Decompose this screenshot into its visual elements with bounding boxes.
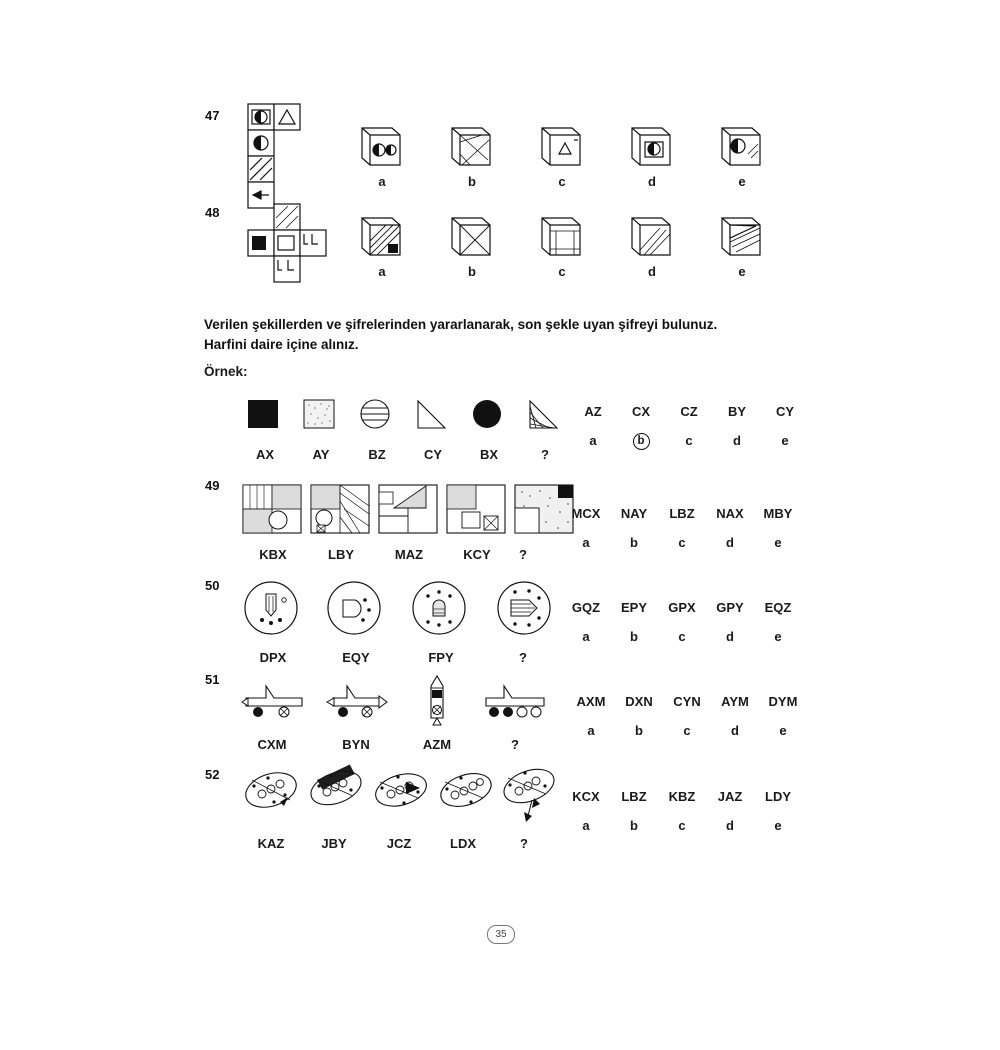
q50-answer-letter-d[interactable]: d: [726, 629, 734, 644]
q48-option-label-b: b: [468, 264, 476, 279]
q49-shape-2: [310, 484, 372, 536]
q47-option-a-shape: [358, 124, 404, 170]
q49-answer-code-c: LBZ: [669, 506, 695, 521]
question-number-47: 47: [205, 108, 220, 123]
q47-option-label-e: e: [738, 174, 746, 189]
example-code-1: AX: [255, 447, 275, 462]
q50-answer-letter-b[interactable]: b: [630, 629, 638, 644]
q50-code-3: FPY: [428, 650, 454, 665]
example-code-2: AY: [312, 447, 330, 462]
q50-shape-3: [410, 580, 472, 636]
example-code-4: CY: [423, 447, 443, 462]
q51-code-1: CXM: [257, 737, 287, 752]
q51-code-2: BYN: [342, 737, 370, 752]
q50-answer-code-c: GPX: [668, 600, 696, 615]
q51-answer-code-a: AXM: [576, 694, 606, 709]
q51-shape-4: [478, 678, 558, 726]
q52-answer-letter-d[interactable]: d: [726, 818, 734, 833]
q51-answer-code-c: CYN: [673, 694, 701, 709]
question-number-52: 52: [205, 767, 220, 782]
q50-code-1: DPX: [259, 650, 287, 665]
example-shape-5-filled-circle: [470, 398, 508, 432]
q51-answer-letter-c[interactable]: c: [683, 723, 691, 738]
example-label: Örnek:: [204, 364, 248, 379]
q48-option-label-c: c: [558, 264, 566, 279]
q47-option-label-c: c: [558, 174, 566, 189]
q48-option-label-a: a: [378, 264, 386, 279]
q51-answer-code-d: AYM: [721, 694, 749, 709]
q52-code-4: LDX: [450, 836, 476, 851]
example-shape-3-striped-circle: [358, 398, 396, 432]
q52-answer-letter-b[interactable]: b: [630, 818, 638, 833]
q49-answer-letter-c[interactable]: c: [678, 535, 686, 550]
example-code-3: BZ: [368, 447, 386, 462]
q48-option-c-shape: [538, 214, 584, 260]
q47-option-d-shape: [628, 124, 674, 170]
q52-code-5-question: ?: [520, 836, 528, 851]
q52-shape-5: [498, 760, 560, 828]
example-answer-letter-d[interactable]: d: [733, 433, 741, 448]
q49-answer-letter-e[interactable]: e: [774, 535, 782, 550]
q52-code-1: KAZ: [257, 836, 285, 851]
q52-code-3: JCZ: [386, 836, 412, 851]
page-number: 35: [487, 925, 515, 944]
example-answer-code-b: CX: [631, 404, 651, 419]
q50-shape-4: [495, 580, 557, 636]
example-answer-letter-e[interactable]: e: [781, 433, 789, 448]
question-number-50: 50: [205, 578, 220, 593]
q51-shape-1: [240, 678, 310, 726]
q50-code-4-question: ?: [519, 650, 527, 665]
q48-option-b-shape: [448, 214, 494, 260]
example-answer-letter-c[interactable]: c: [685, 433, 693, 448]
question-number-51: 51: [205, 672, 220, 687]
q49-shape-3: [378, 484, 440, 536]
q51-answer-letter-a[interactable]: a: [587, 723, 595, 738]
q51-shape-3: [415, 668, 459, 732]
q50-shape-2: [325, 580, 387, 636]
q47-option-c-shape: [538, 124, 584, 170]
q51-answer-code-b: DXN: [625, 694, 653, 709]
q49-answer-code-b: NAY: [620, 506, 648, 521]
q49-code-4: KCY: [463, 547, 491, 562]
q48-option-e-shape: [718, 214, 764, 260]
q50-answer-letter-e[interactable]: e: [774, 629, 782, 644]
instruction-line-2: Harfini daire içine alınız.: [204, 336, 359, 352]
q50-answer-code-b: EPY: [620, 600, 647, 615]
question-number-49: 49: [205, 478, 220, 493]
q49-answer-code-d: NAX: [716, 506, 744, 521]
q50-answer-letter-a[interactable]: a: [582, 629, 590, 644]
instruction-line-1: Verilen şekillerden ve şifrelerinden yararlanarak, son şekle uyan şifreyi bulunuz.: [204, 317, 718, 332]
example-answer-letter-a[interactable]: a: [589, 433, 597, 448]
q51-shape-2: [325, 678, 395, 726]
q50-answer-code-a: GQZ: [571, 600, 601, 615]
q47-option-b-shape: [448, 124, 494, 170]
q48-option-a-shape: [358, 214, 404, 260]
q52-shape-4: [435, 764, 497, 816]
q47-option-label-a: a: [378, 174, 386, 189]
q50-code-2: EQY: [342, 650, 370, 665]
q47-option-label-b: b: [468, 174, 476, 189]
q49-code-5-question: ?: [519, 547, 527, 562]
q51-code-4-question: ?: [511, 737, 519, 752]
q48-option-label-d: d: [648, 264, 656, 279]
q50-answer-code-d: GPY: [716, 600, 744, 615]
example-code-6-question: ?: [541, 447, 549, 462]
example-shape-2-dotted-square: [302, 398, 340, 432]
q52-answer-code-a: KCX: [572, 789, 600, 804]
q49-shape-4: [446, 484, 508, 536]
example-shape-6-striped-triangle: [526, 398, 564, 432]
q51-answer-letter-e[interactable]: e: [779, 723, 787, 738]
example-code-5: BX: [479, 447, 499, 462]
q52-shape-2: [305, 760, 367, 812]
q50-answer-code-e: EQZ: [764, 600, 792, 615]
q49-answer-letter-a[interactable]: a: [582, 535, 590, 550]
q49-answer-code-a: MCX: [571, 506, 601, 521]
q52-code-2: JBY: [321, 836, 347, 851]
q50-answer-letter-c[interactable]: c: [678, 629, 686, 644]
q47-option-e-shape: [718, 124, 764, 170]
q49-shape-1: [242, 484, 304, 536]
q47-option-label-d: d: [648, 174, 656, 189]
q49-answer-code-e: MBY: [763, 506, 793, 521]
example-selected-answer-circle[interactable]: b: [633, 433, 650, 450]
q52-answer-letter-a[interactable]: a: [582, 818, 590, 833]
q51-answer-letter-d[interactable]: d: [731, 723, 739, 738]
q49-answer-letter-b[interactable]: b: [630, 535, 638, 550]
example-answer-letter-b[interactable]: [618, 432, 664, 450]
example-shape-4-triangle: [414, 398, 452, 432]
q52-shape-3: [370, 764, 432, 816]
q48-option-d-shape: [628, 214, 674, 260]
q52-shape-1: [240, 764, 302, 816]
q51-answer-code-e: DYM: [768, 694, 798, 709]
example-shape-1-filled-square: [246, 398, 284, 432]
question-number-48: 48: [205, 205, 220, 220]
q52-answer-code-c: KBZ: [668, 789, 696, 804]
q51-code-3: AZM: [422, 737, 452, 752]
example-answer-code-a: AZ: [584, 404, 602, 419]
q49-code-2: LBY: [328, 547, 354, 562]
q52-answer-letter-c[interactable]: c: [678, 818, 686, 833]
q48-net-diagram: [248, 204, 330, 284]
q49-code-1: KBX: [259, 547, 287, 562]
q49-answer-letter-d[interactable]: d: [726, 535, 734, 550]
example-answer-code-e: CY: [775, 404, 795, 419]
q52-answer-letter-e[interactable]: e: [774, 818, 782, 833]
q47-net-diagram: [248, 104, 328, 204]
q52-answer-code-e: LDY: [765, 789, 791, 804]
q52-answer-code-d: JAZ: [717, 789, 743, 804]
q49-code-3: MAZ: [394, 547, 424, 562]
q52-answer-code-b: LBZ: [621, 789, 647, 804]
q48-option-label-e: e: [738, 264, 746, 279]
q50-shape-1: [242, 580, 304, 636]
instruction-text: [204, 315, 824, 354]
example-answer-code-d: BY: [727, 404, 747, 419]
example-answer-code-c: CZ: [680, 404, 698, 419]
q51-answer-letter-b[interactable]: b: [635, 723, 643, 738]
